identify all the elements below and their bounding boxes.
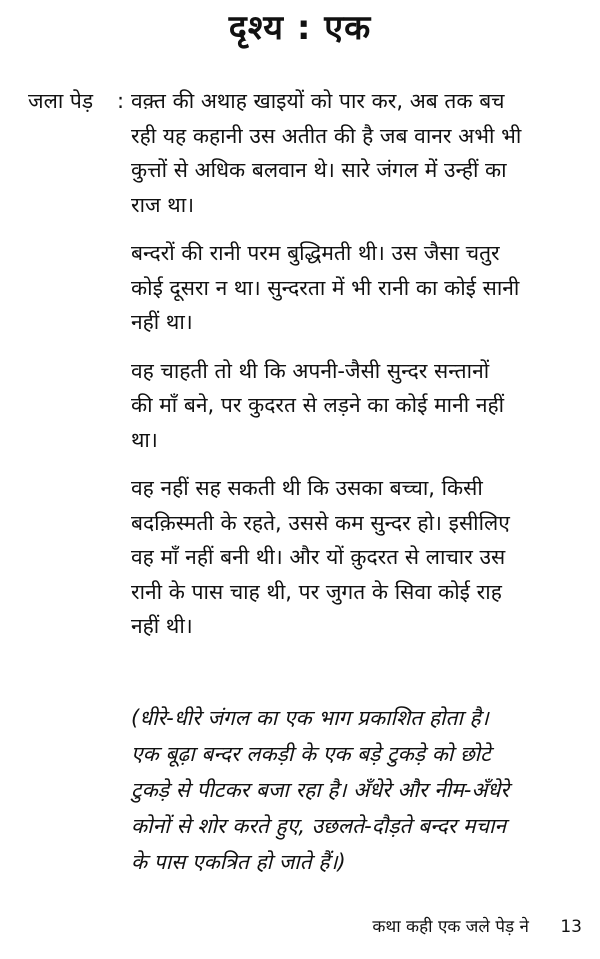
text-line: रही यह कहानी उस अतीत की है जब वानर अभी भी [131,123,522,148]
page-number: 13 [560,917,582,937]
book-title: कथा कही एक जले पेड़ ने [372,917,529,937]
text-line: की माँ बने, पर कुदरत से लड़ने का कोई मानी नहीं [131,393,505,417]
stage-direction-line: (धीरे-धीरे जंगल का एक भाग प्रकाशित होता है। [131,706,489,730]
text-line: राज था। [131,192,195,217]
dialogue-paragraph [131,84,579,222]
text-line: रानी के पास चाह थी, पर जुगत के सिवा कोई राह [131,579,502,604]
text-line: वह माँ नहीं बनी थी। और यों क़ुदरत से लाचार उस [131,545,506,569]
stage-direction-line: टुकड़े से पीटकर बजा रहा है। अँधेरे और नीम-अँधेरे [131,778,509,802]
text-line: वह नहीं सह सकती थी कि उसका बच्चा, किसी [131,476,483,500]
stage-direction-line: कोनों से शोर करते हुए, उछलते-दौड़ते बन्दर मचान [131,814,507,838]
speaker-separator: : [117,89,125,113]
text-line: कुत्तों से अधिक बलवान थे। सारे जंगल में उन्हीं का [131,158,507,182]
stage-direction-line: एक बूढ़ा बन्दर लकड़ी के एक बड़े टुकड़े को छोटे [131,742,491,766]
stage-direction-line: के पास एकत्रित हो जाते हैं।) [131,850,346,874]
text-line: वक़्त की अथाह खाइयों को पार कर, अब तक बच [131,89,505,113]
dialogue-paragraph [131,354,579,458]
text-line: नहीं था। [131,310,193,334]
dialogue-paragraph [131,471,579,644]
dialogue-paragraph [131,236,579,340]
text-line: कोई दूसरा न था। सुन्दरता में भी रानी का कोई सानी [131,275,520,300]
scene-title: दृश्य : एक [228,8,372,48]
stage-direction [131,700,586,880]
text-line: वह चाहती तो थी कि अपनी-जैसी सुन्दर सन्तानों [131,358,490,383]
page-footer [372,915,582,939]
speaker-name: जला पेड़ [28,89,94,113]
text-line: बन्दरों की रानी परम बुद्धिमती थी। उस जैसा चतुर [131,241,500,265]
text-line: था। [131,427,158,452]
text-line: नहीं थी। [131,614,193,638]
text-line: बदक़िस्मती के रहते, उससे कम सुन्दर हो। इसीलिए [131,510,510,535]
dialogue-block [131,84,579,658]
